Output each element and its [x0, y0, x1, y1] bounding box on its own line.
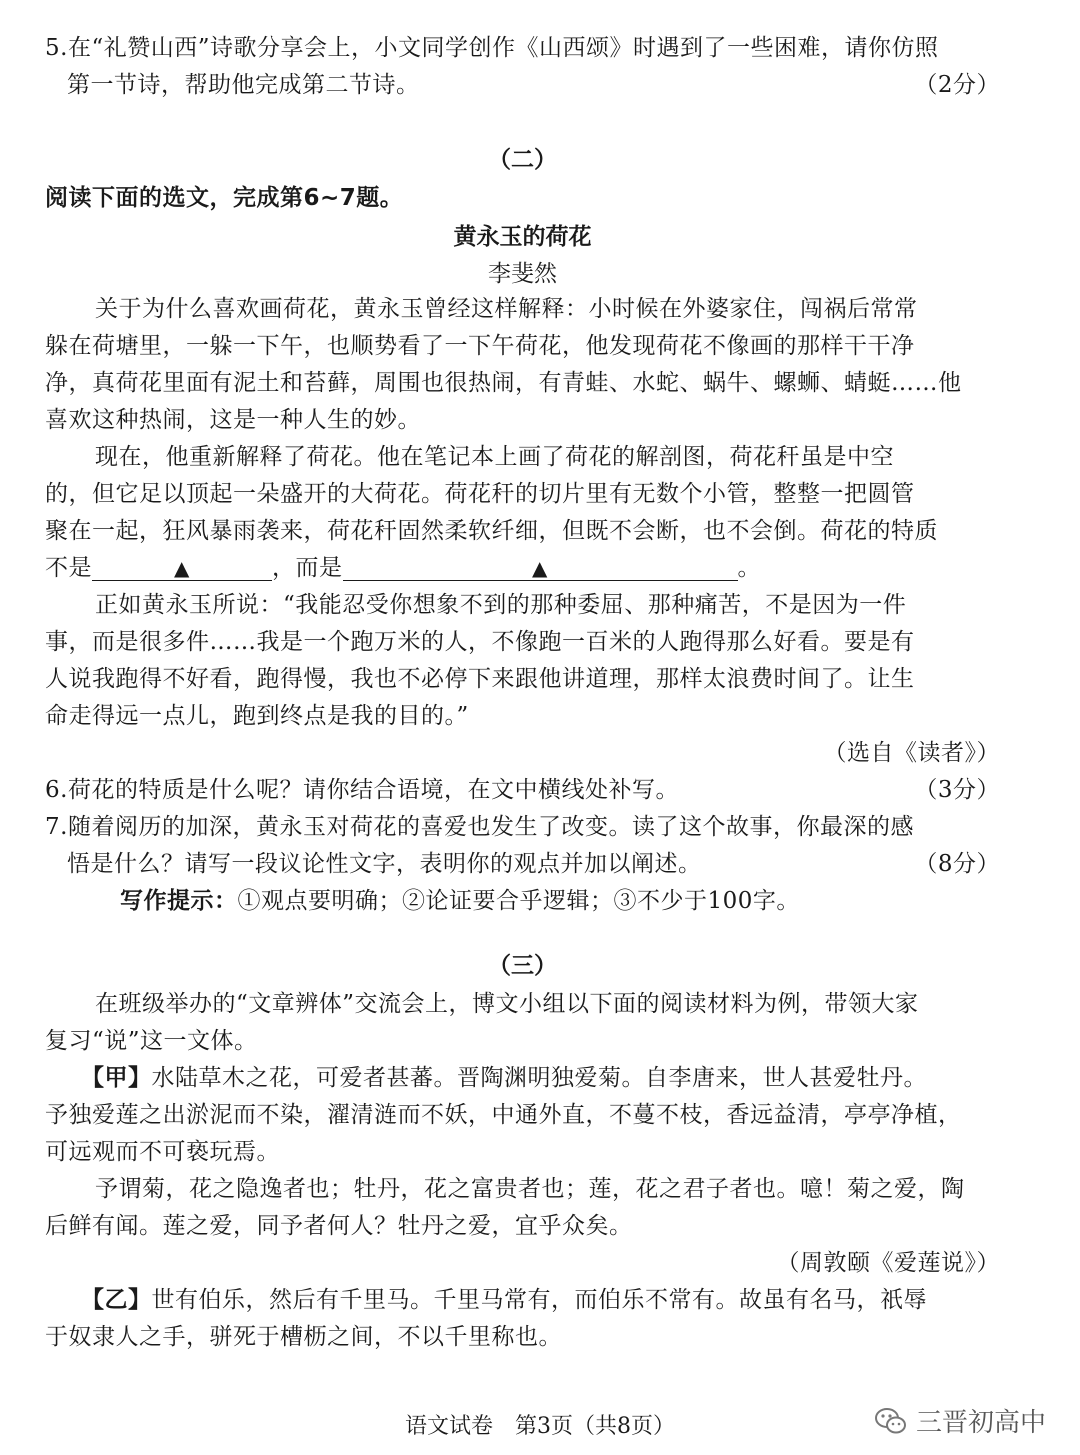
triangle-mark: ▲	[532, 556, 548, 580]
para1-line: 关于为什么喜欢画荷花，黄永玉曾经这样解释：小时候在外婆家住，闯祸后常常	[95, 296, 918, 322]
article-author: 李斐然	[488, 261, 557, 287]
article-title: 黄永玉的荷花	[453, 224, 592, 250]
jia-source: （周敦颐《爱莲说》）	[776, 1250, 1000, 1276]
para1-line: 躲在荷塘里，一躲一下午，也顺势看了一下午荷花，他发现荷花不像画的那样干干净	[45, 333, 915, 359]
section2-heading: （二）	[488, 147, 557, 173]
blank-prefix: 不是	[45, 555, 92, 581]
page-footer: 语文试卷 第3页（共8页）	[405, 1414, 675, 1439]
para3-line: 事，而是很多件……我是一个跑万米的人，不像跑一百米的人跑得那么好看。要是有	[45, 629, 915, 655]
writing-tip-label: 写作提示：	[120, 888, 238, 914]
jia2-line: 予谓菊，花之隐逸者也；牡丹，花之富贵者也；莲，花之君子者也。噫！菊之爱，陶	[95, 1176, 965, 1202]
blank-suffix: 。	[737, 555, 761, 581]
jia-tag: 【甲】	[81, 1065, 152, 1091]
exam-page	[45, 30, 1000, 1356]
q7-line1: 7.随着阅历的加深，黄永玉对荷花的喜爱也发生了改变。读了这个故事，你最深的感	[45, 814, 914, 840]
writing-tip	[45, 883, 1000, 920]
yi-line: 于奴隶人之手，骈死于槽枥之间，不以千里称也。	[45, 1324, 562, 1350]
section3-intro: 复习“说”这一文体。	[45, 1028, 258, 1054]
para3-line: 人说我跑得不好看，跑得慢，我也不必停下来跟他讲道理，那样太浪费时间了。让生	[45, 666, 915, 692]
para2-line: 的，但它足以顶起一朵盛开的大荷花。荷花秆的切片里有无数个小管，整整一把圆管	[45, 481, 915, 507]
q5-line1: 5.在“礼赞山西”诗歌分享会上，小文同学创作《山西颂》时遇到了一些困难，请你仿照	[45, 35, 939, 61]
q7-line2-row	[45, 846, 1000, 883]
para3-line: 正如黄永玉所说：“我能忍受你想象不到的那种委屈、那种痛苦，不是因为一件	[95, 592, 907, 618]
jia-text: 水陆草木之花，可爱者甚蕃。晋陶渊明独爱菊。自李唐来，世人甚爱牡丹。	[151, 1065, 927, 1091]
q6-text: 6.荷花的特质是什么呢？请你结合语境，在文中横线处补写。	[45, 777, 679, 803]
jia-line: 可远观而不可亵玩焉。	[45, 1139, 280, 1165]
q6-row	[45, 772, 1000, 809]
q5-line2: 第一节诗，帮助他完成第二节诗。	[67, 72, 420, 98]
jia2-line: 后鲜有闻。莲之爱，同予者何人？牡丹之爱，宜乎众矣。	[45, 1213, 633, 1239]
writing-tip-text: ①观点要明确；②论证要合乎逻辑；③不少于100字。	[237, 888, 800, 914]
answer-blank-2[interactable]	[343, 556, 738, 581]
yi-tag: 【乙】	[81, 1287, 152, 1313]
watermark	[874, 1402, 1046, 1439]
section3-intro: 在班级举办的“文章辨体”交流会上，博文小组以下面的阅读材料为例，带领大家	[95, 991, 919, 1017]
yi-line	[45, 1282, 1000, 1319]
para1-line: 净，真荷花里面有泥土和苔藓，周围也很热闹，有青蛙、水蛇、蜗牛、螺蛳、蜻蜓……他	[45, 370, 962, 396]
para2-line: 聚在一起，狂风暴雨袭来，荷花秆固然柔软纤细，但既不会断，也不会倒。荷花的特质	[45, 518, 938, 544]
article-source: （选自《读者》）	[823, 740, 1000, 766]
blank-middle: ，而是	[272, 555, 343, 581]
wechat-icon	[874, 1404, 908, 1438]
q6-score: （3分）	[914, 777, 1000, 803]
triangle-mark: ▲	[174, 556, 190, 580]
para2-line: 现在，他重新解释了荷花。他在笔记本上画了荷花的解剖图，荷花秆虽是中空	[95, 444, 894, 470]
para3-line: 命走得远一点儿，跑到终点是我的目的。”	[45, 703, 469, 729]
jia-line	[45, 1060, 1000, 1097]
q5-score: （2分）	[914, 72, 1000, 98]
watermark-text: 三晋初高中	[915, 1408, 1046, 1438]
q7-score: （8分）	[914, 851, 1000, 877]
q7-line2: 悟是什么？请写一段议论性文字，表明你的观点并加以阐述。	[67, 851, 702, 877]
section2-instruction: 阅读下面的选文，完成第6~7题。	[45, 185, 404, 211]
jia-line: 予独爱莲之出淤泥而不染，濯清涟而不妖，中通外直，不蔓不枝，香远益清，亭亭净植，	[45, 1102, 962, 1128]
para1-line: 喜欢这种热闹，这是一种人生的妙。	[45, 407, 421, 433]
blank-line	[45, 550, 1000, 587]
yi-text: 世有伯乐，然后有千里马。千里马常有，而伯乐不常有。故虽有名马，祇辱	[151, 1287, 927, 1313]
q5-line2-row	[45, 67, 1000, 104]
section3-heading: （三）	[488, 953, 557, 979]
answer-blank-1[interactable]	[92, 556, 272, 581]
